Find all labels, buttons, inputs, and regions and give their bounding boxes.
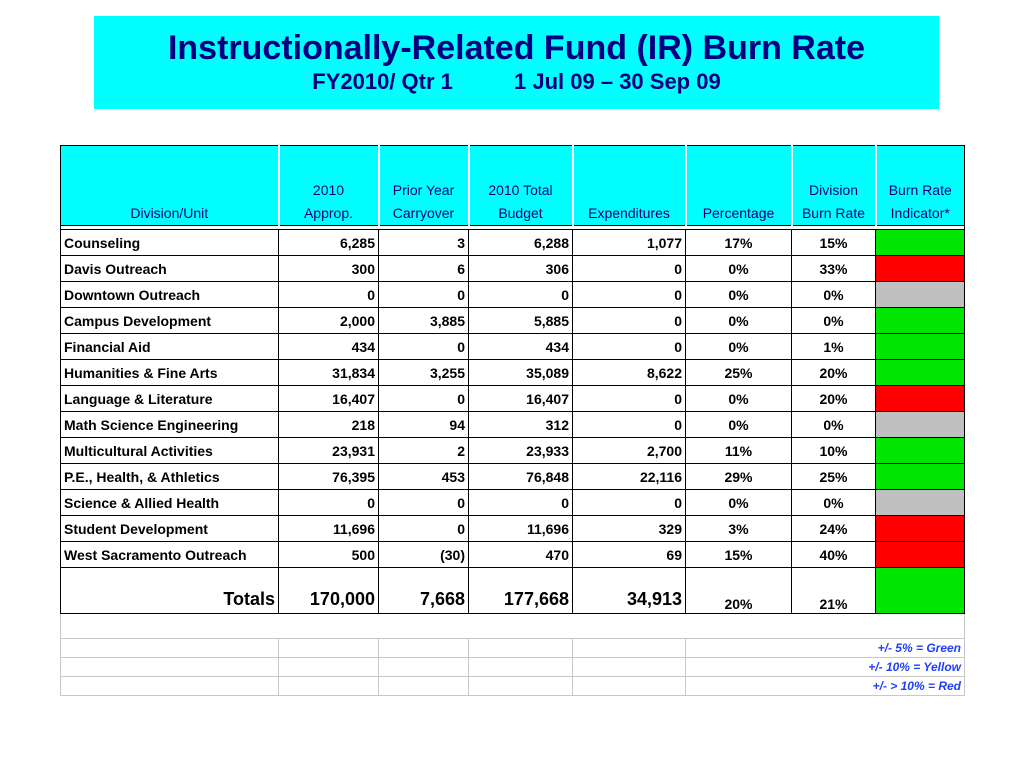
totals-carryover: 7,668	[379, 568, 469, 614]
carryover-cell: (30)	[379, 542, 469, 568]
header-burn-rate-indicator	[876, 146, 965, 226]
header-line: Burn Rate	[801, 205, 866, 221]
burn-rate-indicator	[876, 308, 965, 334]
burn-rate-indicator	[876, 490, 965, 516]
budget-cell: 0	[469, 282, 573, 308]
division-burn-cell: 0%	[792, 308, 876, 334]
table-row	[61, 490, 965, 516]
table-row	[61, 542, 965, 568]
expenditures-cell: 0	[573, 282, 686, 308]
percentage-cell: 29%	[686, 464, 792, 490]
table-row	[61, 256, 965, 282]
approp-cell: 11,696	[279, 516, 379, 542]
division-name-cell: Downtown Outreach	[61, 282, 279, 308]
header-carryover	[379, 146, 469, 226]
legend-empty-cell	[379, 658, 469, 677]
expenditures-cell: 0	[573, 256, 686, 282]
header-approp	[279, 146, 379, 226]
percentage-cell: 0%	[686, 490, 792, 516]
header-line: Carryover	[392, 205, 455, 221]
expenditures-cell: 69	[573, 542, 686, 568]
legend-green: +/- 5% = Green	[686, 639, 965, 658]
header-line: Expenditures	[588, 205, 670, 221]
percentage-cell: 0%	[686, 256, 792, 282]
carryover-cell: 0	[379, 490, 469, 516]
division-name-cell: Counseling	[61, 230, 279, 256]
header-line: Burn Rate	[888, 182, 952, 198]
approp-cell: 16,407	[279, 386, 379, 412]
header-line: Indicator*	[890, 205, 950, 221]
approp-cell: 23,931	[279, 438, 379, 464]
division-name-cell: Humanities & Fine Arts	[61, 360, 279, 386]
burn-rate-indicator	[876, 438, 965, 464]
expenditures-cell: 8,622	[573, 360, 686, 386]
percentage-cell: 15%	[686, 542, 792, 568]
division-burn-cell: 10%	[792, 438, 876, 464]
percentage-cell: 17%	[686, 230, 792, 256]
legend-red: +/- > 10% = Red	[686, 677, 965, 696]
totals-row	[61, 568, 965, 614]
burn-rate-indicator	[876, 282, 965, 308]
division-name-cell: Davis Outreach	[61, 256, 279, 282]
legend-empty-cell	[279, 658, 379, 677]
budget-cell: 35,089	[469, 360, 573, 386]
expenditures-cell: 2,700	[573, 438, 686, 464]
header-line: Prior Year	[392, 182, 455, 198]
division-burn-cell: 24%	[792, 516, 876, 542]
header-division-unit	[61, 146, 279, 226]
table-row	[61, 516, 965, 542]
approp-cell: 0	[279, 282, 379, 308]
budget-cell: 6,288	[469, 230, 573, 256]
expenditures-cell: 0	[573, 490, 686, 516]
burn-rate-indicator	[876, 568, 965, 614]
table-row	[61, 386, 965, 412]
legend-row-green	[61, 639, 965, 658]
burn-rate-indicator	[876, 516, 965, 542]
legend-empty-cell	[279, 677, 379, 696]
header-expenditures	[573, 146, 686, 226]
expenditures-cell: 329	[573, 516, 686, 542]
division-name-cell: Financial Aid	[61, 334, 279, 360]
table-row	[61, 464, 965, 490]
blank-row	[61, 614, 965, 639]
expenditures-cell: 1,077	[573, 230, 686, 256]
budget-cell: 306	[469, 256, 573, 282]
expenditures-cell: 22,116	[573, 464, 686, 490]
page-title: Instructionally-Related Fund (IR) Burn Rate	[167, 29, 866, 67]
header-line: Division	[808, 182, 858, 198]
legend-empty-cell	[379, 677, 469, 696]
percentage-cell: 3%	[686, 516, 792, 542]
division-burn-cell: 40%	[792, 542, 876, 568]
division-name-cell: Science & Allied Health	[61, 490, 279, 516]
approp-cell: 434	[279, 334, 379, 360]
legend-yellow: +/- 10% = Yellow	[686, 658, 965, 677]
table-row	[61, 282, 965, 308]
approp-cell: 2,000	[279, 308, 379, 334]
legend-empty-cell	[61, 677, 279, 696]
approp-cell: 31,834	[279, 360, 379, 386]
header-line: Budget	[498, 205, 543, 221]
legend-empty-cell	[573, 639, 686, 658]
burn-rate-indicator	[876, 464, 965, 490]
division-name-cell: Math Science Engineering	[61, 412, 279, 438]
burn-rate-indicator	[876, 334, 965, 360]
table-row	[61, 438, 965, 464]
division-burn-cell: 20%	[792, 386, 876, 412]
carryover-cell: 3	[379, 230, 469, 256]
percentage-cell: 11%	[686, 438, 792, 464]
header-line: 2010	[312, 182, 345, 198]
expenditures-cell: 0	[573, 308, 686, 334]
header-line: 2010 Total	[488, 182, 553, 198]
carryover-cell: 0	[379, 282, 469, 308]
legend-empty-cell	[573, 658, 686, 677]
legend-empty-cell	[61, 658, 279, 677]
legend-empty-cell	[279, 639, 379, 658]
carryover-cell: 453	[379, 464, 469, 490]
percentage-cell: 0%	[686, 386, 792, 412]
division-name-cell: Language & Literature	[61, 386, 279, 412]
division-name-cell: Multicultural Activities	[61, 438, 279, 464]
blank-cell	[61, 614, 965, 639]
division-burn-cell: 33%	[792, 256, 876, 282]
division-burn-cell: 0%	[792, 490, 876, 516]
burn-rate-indicator	[876, 360, 965, 386]
carryover-cell: 3,885	[379, 308, 469, 334]
division-name-cell: Student Development	[61, 516, 279, 542]
header-line: Percentage	[702, 205, 775, 221]
approp-cell: 300	[279, 256, 379, 282]
burn-rate-indicator	[876, 412, 965, 438]
carryover-cell: 0	[379, 334, 469, 360]
approp-cell: 500	[279, 542, 379, 568]
budget-cell: 434	[469, 334, 573, 360]
table-header-row	[61, 146, 965, 226]
header-line: Approp.	[303, 205, 354, 221]
division-name-cell: P.E., Health, & Athletics	[61, 464, 279, 490]
division-burn-cell: 25%	[792, 464, 876, 490]
burn-rate-table	[60, 145, 965, 696]
table-row	[61, 412, 965, 438]
totals-expenditures: 34,913	[573, 568, 686, 614]
division-burn-cell: 20%	[792, 360, 876, 386]
burn-rate-indicator	[876, 256, 965, 282]
table-row	[61, 360, 965, 386]
totals-budget: 177,668	[469, 568, 573, 614]
expenditures-cell: 0	[573, 412, 686, 438]
title-banner	[94, 16, 939, 109]
carryover-cell: 0	[379, 386, 469, 412]
totals-label: Totals	[61, 568, 279, 614]
budget-cell: 470	[469, 542, 573, 568]
budget-cell: 5,885	[469, 308, 573, 334]
budget-cell: 76,848	[469, 464, 573, 490]
burn-rate-indicator	[876, 386, 965, 412]
totals-percentage: 20%	[686, 568, 792, 614]
carryover-cell: 94	[379, 412, 469, 438]
budget-cell: 0	[469, 490, 573, 516]
burn-rate-indicator	[876, 230, 965, 256]
table-row	[61, 334, 965, 360]
burn-rate-indicator	[876, 542, 965, 568]
legend-row-red	[61, 677, 965, 696]
approp-cell: 218	[279, 412, 379, 438]
budget-cell: 16,407	[469, 386, 573, 412]
page-subtitle: FY2010/ Qtr 1 1 Jul 09 – 30 Sep 09	[312, 69, 721, 94]
approp-cell: 76,395	[279, 464, 379, 490]
carryover-cell: 0	[379, 516, 469, 542]
budget-cell: 11,696	[469, 516, 573, 542]
percentage-cell: 25%	[686, 360, 792, 386]
approp-cell: 0	[279, 490, 379, 516]
expenditures-cell: 0	[573, 386, 686, 412]
header-total-budget	[469, 146, 573, 226]
totals-approp: 170,000	[279, 568, 379, 614]
table-row	[61, 230, 965, 256]
table-body	[61, 230, 965, 568]
carryover-cell: 3,255	[379, 360, 469, 386]
expenditures-cell: 0	[573, 334, 686, 360]
percentage-cell: 0%	[686, 412, 792, 438]
legend-row-yellow	[61, 658, 965, 677]
table-row	[61, 308, 965, 334]
carryover-cell: 2	[379, 438, 469, 464]
division-burn-cell: 15%	[792, 230, 876, 256]
header-division-burn-rate	[792, 146, 876, 226]
legend-empty-cell	[469, 677, 573, 696]
division-burn-cell: 1%	[792, 334, 876, 360]
division-burn-cell: 0%	[792, 412, 876, 438]
division-name-cell: West Sacramento Outreach	[61, 542, 279, 568]
header-line: Division/Unit	[130, 205, 209, 221]
approp-cell: 6,285	[279, 230, 379, 256]
budget-cell: 312	[469, 412, 573, 438]
legend-empty-cell	[379, 639, 469, 658]
division-name-cell: Campus Development	[61, 308, 279, 334]
percentage-cell: 0%	[686, 282, 792, 308]
legend-empty-cell	[469, 639, 573, 658]
header-percentage	[686, 146, 792, 226]
legend-empty-cell	[469, 658, 573, 677]
percentage-cell: 0%	[686, 334, 792, 360]
legend-empty-cell	[573, 677, 686, 696]
legend-empty-cell	[61, 639, 279, 658]
budget-cell: 23,933	[469, 438, 573, 464]
division-burn-cell: 0%	[792, 282, 876, 308]
totals-division-burn: 21%	[792, 568, 876, 614]
percentage-cell: 0%	[686, 308, 792, 334]
carryover-cell: 6	[379, 256, 469, 282]
